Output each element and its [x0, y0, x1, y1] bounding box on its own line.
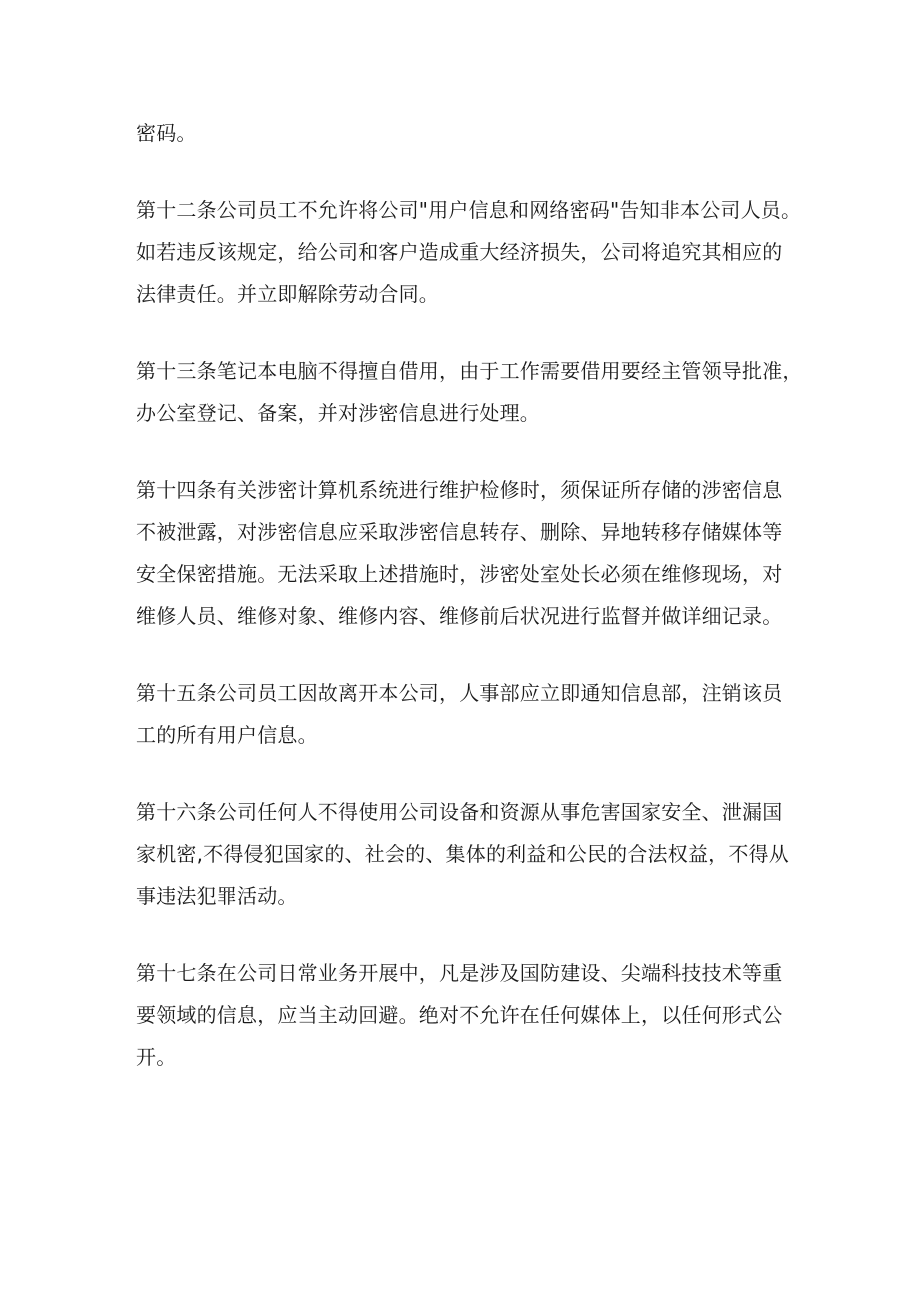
text-line: 第十二条公司员工不允许将公司"用户信息和网络密码"告知非本公司人员。	[136, 198, 802, 222]
article-16	[136, 791, 796, 917]
text-line: 密码。	[136, 121, 197, 145]
text-line: 办公室登记、备案，并对涉密信息进行处理。	[136, 401, 540, 425]
article-15	[136, 672, 796, 756]
article-12	[136, 189, 802, 315]
article-17	[136, 952, 796, 1078]
article-13	[136, 350, 803, 434]
text-line: 如若违反该规定，给公司和客户造成重大经济损失，公司将追究其相应的	[136, 240, 783, 264]
text-line: 第十五条公司员工因故离开本公司，人事部应立即通知信息部，注销该员	[136, 681, 783, 705]
text-line: 第十三条笔记本电脑不得擅自借用，由于工作需要借用要经主管领导批准，	[136, 359, 803, 383]
text-line: 第十六条公司任何人不得使用公司设备和资源从事危害国家安全、泄漏国	[136, 800, 783, 824]
text-line: 家机密,不得侵犯国家的、社会的、集体的利益和公民的合法权益，不得从	[136, 842, 789, 866]
text-line: 工的所有用户信息。	[136, 723, 318, 747]
document-body	[136, 112, 803, 1113]
paragraph-continuation	[136, 112, 796, 154]
article-14	[136, 469, 796, 637]
text-line: 开。	[136, 1045, 177, 1069]
text-line: 第十四条有关涉密计算机系统进行维护检修时，须保证所存储的涉密信息	[136, 478, 783, 502]
text-line: 安全保密措施。无法采取上述措施时，涉密处室处长必须在维修现场，对	[136, 562, 783, 586]
text-line: 维修人员、维修对象、维修内容、维修前后状况进行监督并做详细记录。	[136, 604, 783, 628]
text-line: 法律责任。并立即解除劳动合同。	[136, 282, 439, 306]
text-line: 第十七条在公司日常业务开展中，凡是涉及国防建设、尖端科技技术等重	[136, 961, 783, 985]
text-line: 不被泄露，对涉密信息应采取涉密信息转存、删除、异地转移存储媒体等	[136, 520, 783, 544]
text-line: 要领域的信息，应当主动回避。绝对不允许在任何媒体上，以任何形式公	[136, 1003, 783, 1027]
text-line: 事违法犯罪活动。	[136, 884, 298, 908]
